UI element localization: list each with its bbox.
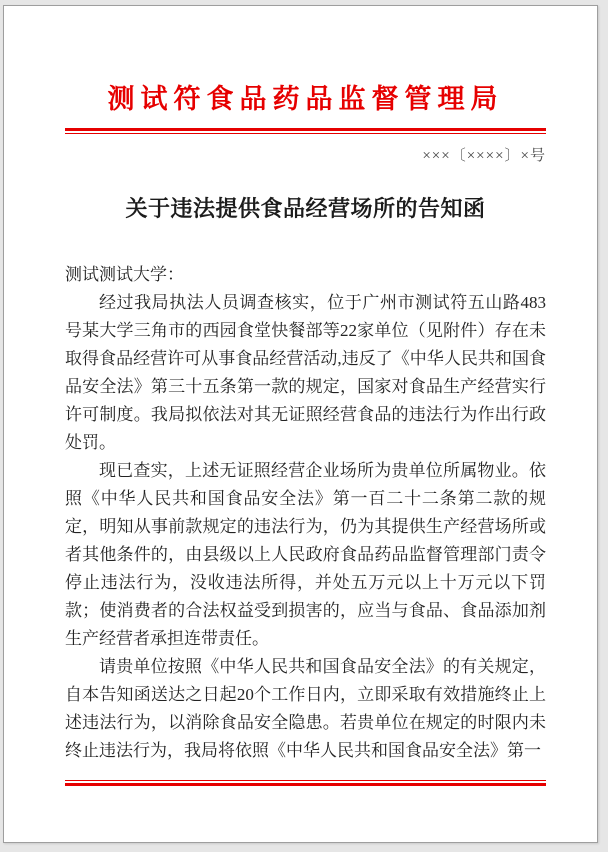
red-rule-bottom-thick-line xyxy=(65,783,546,786)
red-rule-top-thin-line xyxy=(65,133,546,134)
document-page xyxy=(3,5,598,843)
doc-number: ×××〔××××〕×号 xyxy=(422,148,546,164)
document-body xyxy=(65,289,546,765)
body-paragraph: 现已查实，上述无证照经营企业场所为贵单位所属物业。依照《中华人民共和国食品安全法》第一百二十二条第二款的规定，明知从事前款规定的违法行为，仍为其提供生产经营场所或者其他条件的，由县级以上人民政府食品药品监督管理部门责令停止违法行为，没收违法所得，并处五万元以上十万元以下罚款；使消费者的合法权益受到损害的，应当与食品、食品添加剂生产经营者承担连带责任。 xyxy=(65,461,546,648)
body-paragraph: 经过我局执法人员调查核实，位于广州市测试符五山路483号某大学三角市的西园食堂快餐部等22家单位（见附件）存在未取得食品经营许可从事食品经营活动,违反了《中华人民共和国食品安全法》第三十五条第一款的规定，国家对食品生产经营实行许可制度。我局拟依法对其无证照经营食品的违法行为作出行政处罚。 xyxy=(65,293,546,452)
document-title: 关于违法提供食品经营场所的告知函 xyxy=(125,196,486,221)
salutation: 测试测试大学： xyxy=(65,265,184,284)
red-rule-top xyxy=(65,128,546,134)
red-rule-bottom xyxy=(65,780,546,786)
document-content xyxy=(65,6,546,786)
letterhead-title: 测试符食品药品监督管理局 xyxy=(107,84,504,114)
body-paragraph: 请贵单位按照《中华人民共和国食品安全法》的有关规定，自本告知函送达之日起20个工作日内，立即采取有效措施终止上述违法行为，以消除食品安全隐患。若贵单位在规定的时限内未终止违法行为，我局将依照《中华人民共和国食品安全法》第一 xyxy=(65,657,546,760)
